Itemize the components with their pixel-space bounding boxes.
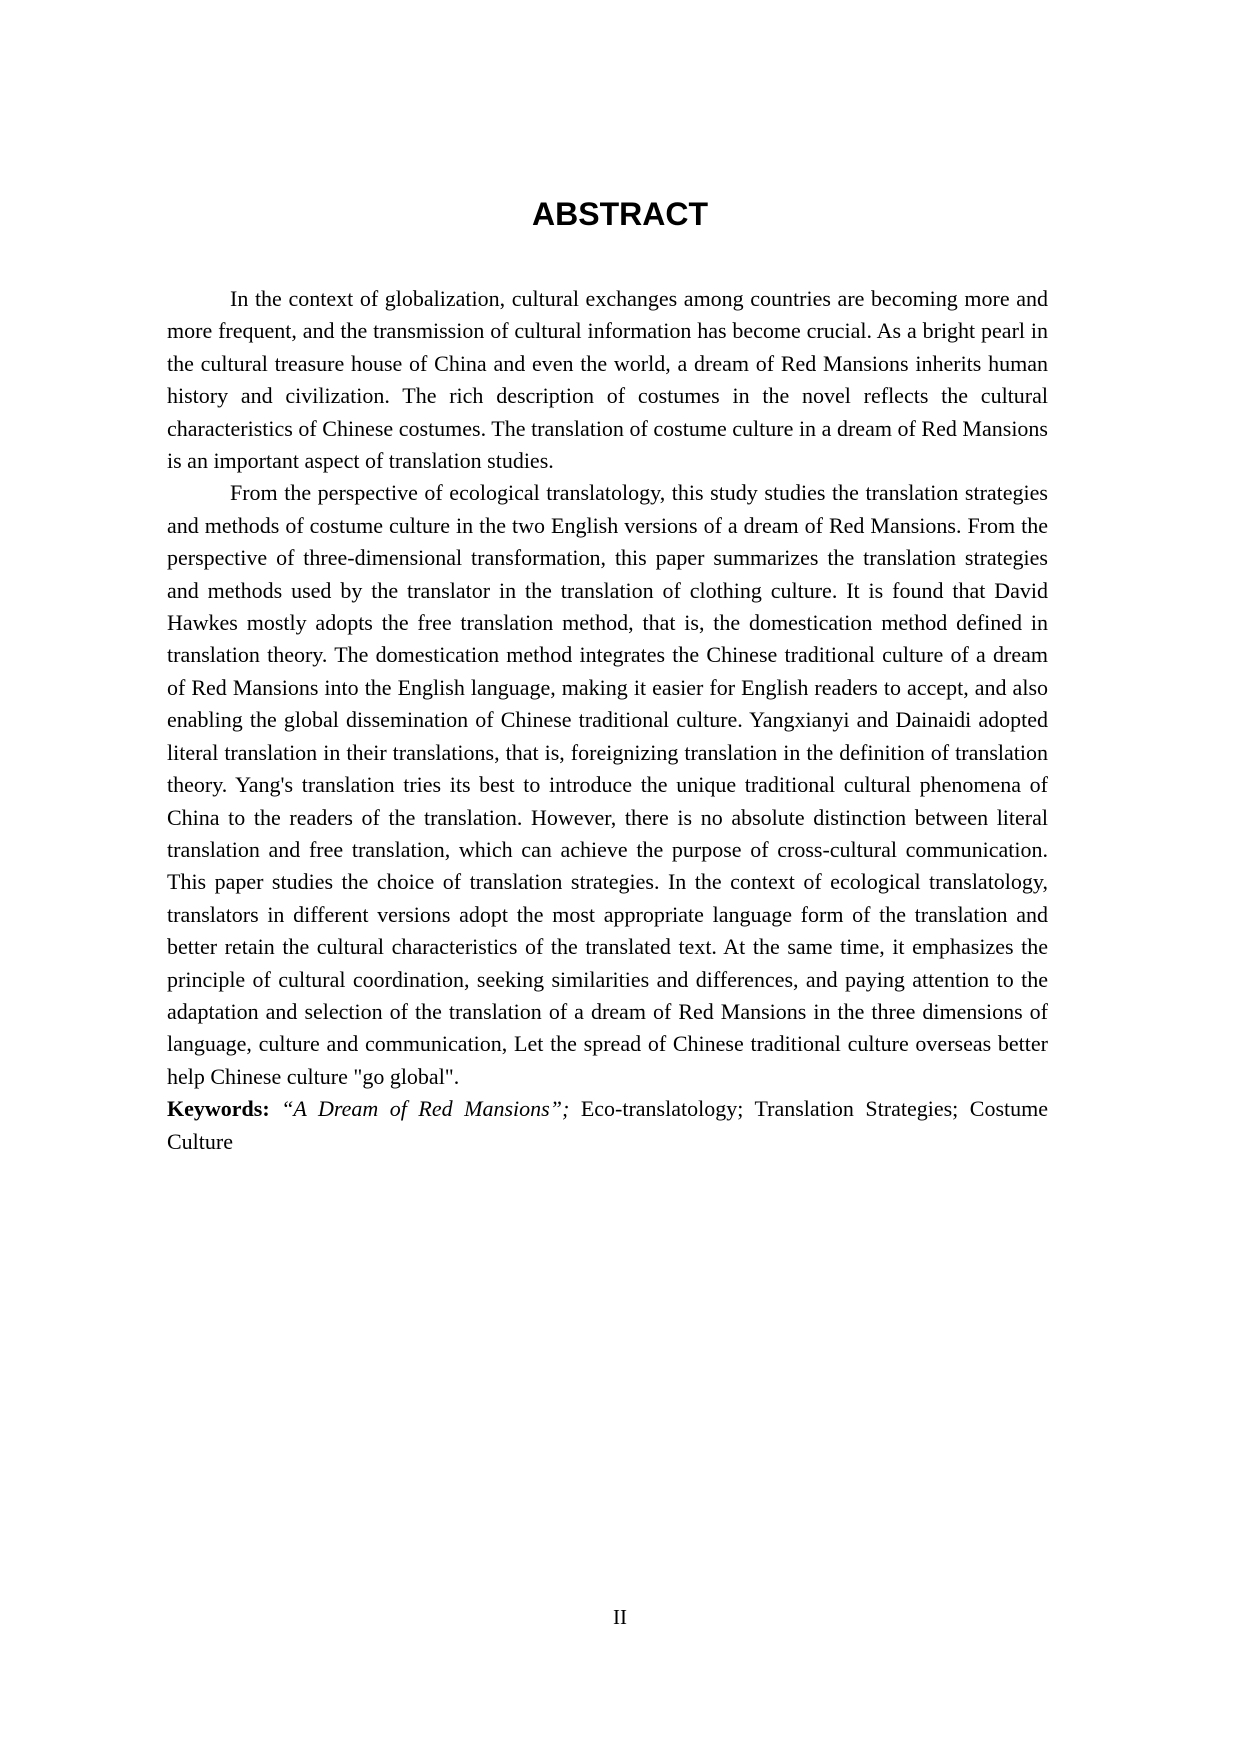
keywords-line: [167, 1093, 1048, 1158]
keywords-label: Keywords:: [167, 1096, 282, 1122]
page-number: II: [613, 1605, 627, 1629]
abstract-body: [167, 283, 1048, 1158]
abstract-paragraph-2: From the perspective of ecological translatology, this study studies the translation strategies and methods of costume culture in the two English versions of a dream of Red Mansions. From the perspective of three-dimensional transformation, this paper summarizes the translation strategies and methods used by the translator in the translation of clothing culture. It is found that David Hawkes mostly adopts the free translation method, that is, the domestication method defined in translation theory. The domestication method integrates the Chinese traditional culture of a dream of Red Mansions into the English language, making it easier for English readers to accept, and also enabling the global dissemination of Chinese traditional culture. Yangxianyi and Dainaidi adopted literal translation in their translations, that is, foreignizing translation in the definition of translation theory. Yang's translation tries its best to introduce the unique traditional cultural phenomena of China to the readers of the translation. However, there is no absolute distinction between literal translation and free translation, which can achieve the purpose of cross-cultural communication. This paper studies the choice of translation strategies. In the context of ecological translatology, translators in different versions adopt the most appropriate language form of the translation and better retain the cultural characteristics of the translated text. At the same time, it emphasizes the principle of cultural coordination, seeking similarities and differences, and paying attention to the adaptation and selection of the translation of a dream of Red Mansions in the three dimensions of language, culture and communication, Let the spread of Chinese traditional culture overseas better help Chinese culture "go global".: [167, 480, 1048, 1089]
abstract-paragraph-1: In the context of globalization, cultural exchanges among countries are becoming more and more frequent, and the transmission of cultural information has become crucial. As a bright pearl in the cultural treasure house of China and even the world, a dream of Red Mansions inherits human history and civilization. The rich description of costumes in the novel reflects the cultural characteristics of Chinese costumes. The translation of costume culture in a dream of Red Mansions is an important aspect of translation studies.: [167, 286, 1048, 474]
keywords-list: Eco-translatology; Translation Strategies; Costume Culture: [167, 1096, 1049, 1154]
abstract-title: ABSTRACT: [532, 196, 708, 233]
keywords-book-title: “A Dream of Red Mansions”;: [281, 1096, 581, 1122]
